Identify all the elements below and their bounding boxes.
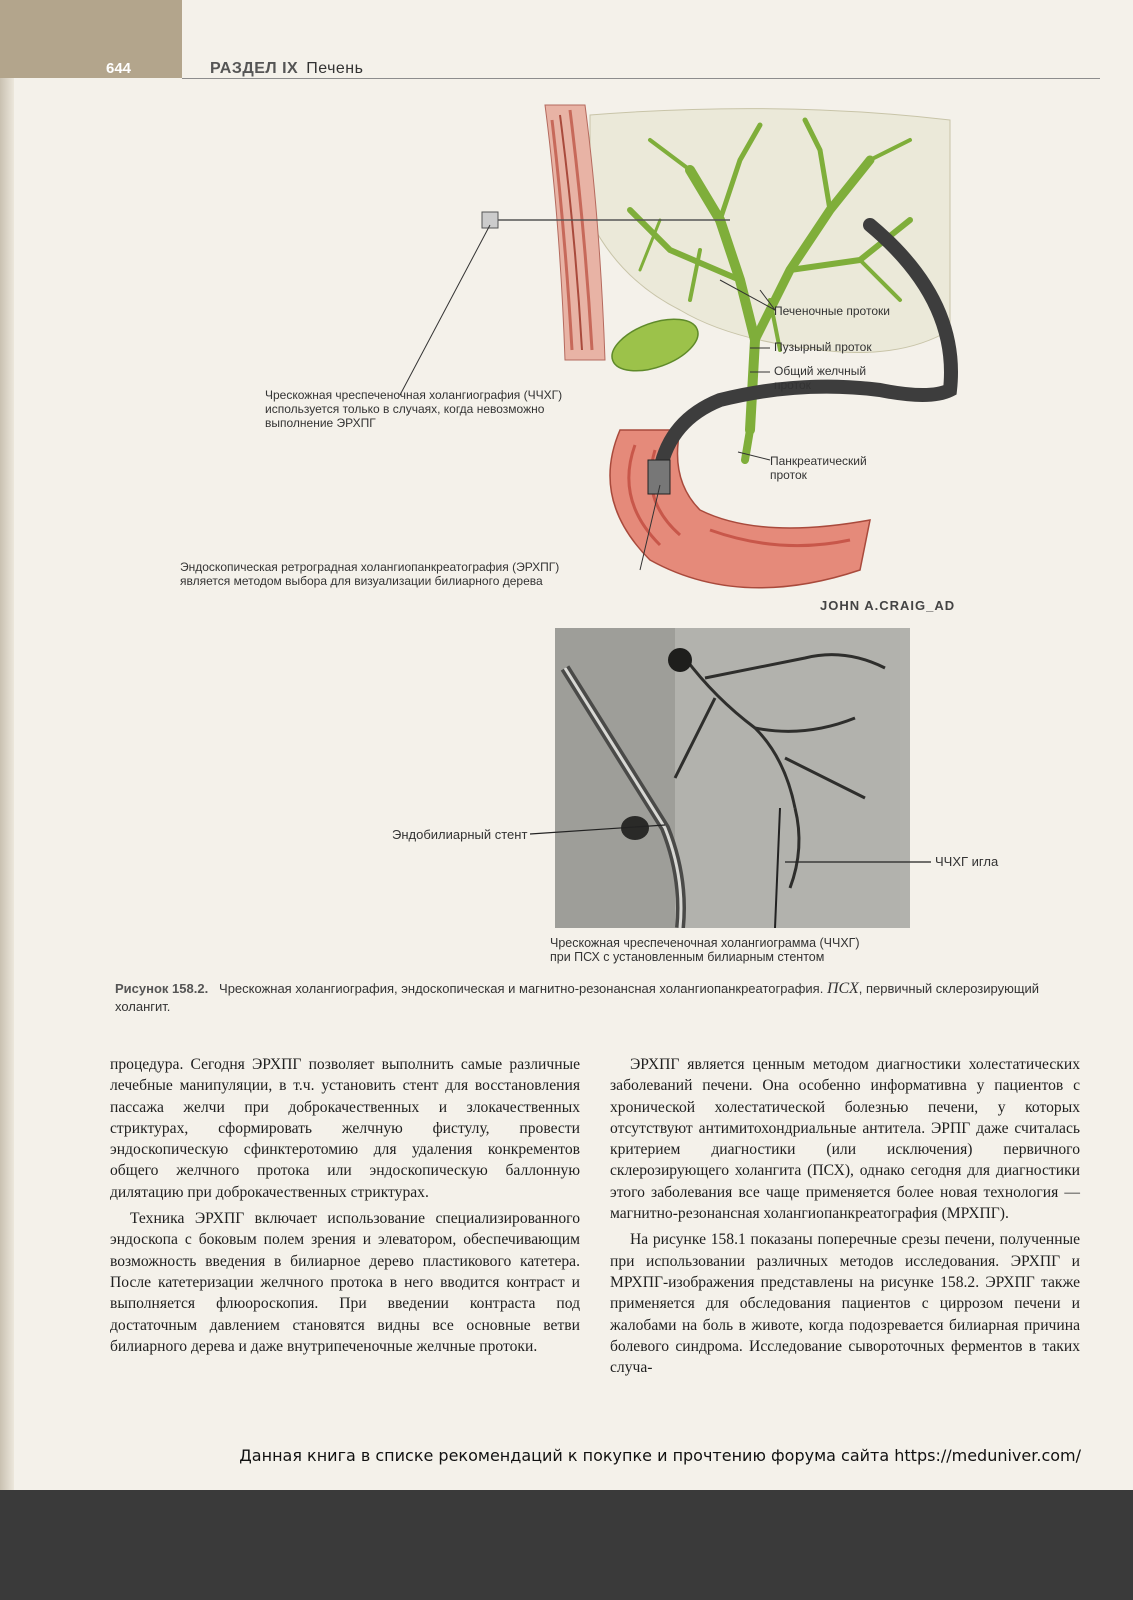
stent-leader-line [530,820,670,850]
section-title: Печень [306,60,364,77]
label-ptc-note [265,388,562,430]
label-pancreatic-duct-line2: проток [770,468,807,482]
header-rule [182,78,1100,79]
label-hepatic-ducts: Печеночные протоки [774,304,890,318]
cholangiogram-image [555,628,910,928]
label-common-bile-duct-line1: Общий желчный [774,364,867,378]
page-number: 644 [106,60,132,77]
paragraph: Техника ЭРХПГ включает использование специализированного эндоскопа с боковым полем зрения и элеватором, обеспечивающим возможность введения в билиарное дерево пластикового катетера. После катетеризации желчного протока в него вводится контраст и выполняется флюороскопия. При введении контраста под достаточным давлением становятся видны все основные ветви билиарного дерева и даже внутрипеченочные желчные протоки. [110,1210,580,1355]
scan-bottom-band [0,1490,1133,1600]
paragraph: ЭРХПГ является ценным методом диагностики холестатических заболеваний печени. Она особенно информативна у пациентов с хронической холестатической болезнью печени, у которых отсутствуют антимитохондриальные антитела. ЭРПГ даже считалась критерием диагностики (или исключения) первичного склерозирующего холангита (ПСХ), однако сегодня для диагностики этого заболевания все чаще применяется более новая технология — магнитно-резонансная холангиопанкреатография (МРХПГ). [610,1056,1080,1223]
paragraph: На рисунке 158.1 показаны поперечные срезы печени, полученные при использовании различных методов исследования. ЭРХПГ и МРХПГ-изображения представлены на рисунке 158.2. ЭРХПГ также применяется для обследования пациентов с циррозом печени и жалобами на боль в животе, когда подозревается билиарная причина болевого синдрома. Исследование сывороточных ферментов в таких случа- [610,1231,1080,1377]
biliary-anatomy-illustration [260,100,980,620]
ptc-note-line1: Чрескожная чреспеченочная холангиография (ЧЧХГ) [265,388,563,402]
paragraph: процедура. Сегодня ЭРХПГ позволяет выполнить самые различные лечебные манипуляции, в т.ч. установить стент для восстановления пассажа желчи при доброкачественных и злокачественных стриктурах, сформировать желчную фистулу, провести эндоскопическую сфинктеротомию для удаления конкрементов общего желчного протока или эндоскопическую баллонную дилятацию при доброкачественных стриктурах. [110,1056,580,1201]
section-number: РАЗДЕЛ IX [210,60,299,77]
footer-note: Данная книга в списке рекомендаций к покупке и прочтению форума сайта https://meduniver.com/ [239,1446,1081,1465]
page-edge [0,78,14,1588]
label-common-bile-duct [774,364,866,392]
xray-subcaption-line2: при ПСХ с установленным билиарным стентом [550,950,825,964]
needle-leader-line [785,855,933,869]
ptc-note-line3: выполнение ЭРХПГ [265,416,376,430]
label-pancreatic-duct [770,454,867,482]
xray-subcaption-line1: Чрескожная чреспеченочная холангиограмма (ЧЧХГ) [550,936,860,950]
label-pancreatic-duct-line1: Панкреатический [770,454,867,468]
label-ercp-note [180,560,559,588]
figure-caption [115,980,1090,1016]
xray-subcaption [550,936,860,964]
figure-caption-abbr-text: , первичный склерозирующий холангит. [115,981,1040,1014]
figure-caption-text: Чрескожная холангиография, эндоскопическая и магнитно-резонансная холангиопанкреатография. [219,981,824,996]
illustrator-signature: JOHN A.CRAIG_AD [820,598,956,613]
label-cystic-duct: Пузырный проток [774,340,872,354]
ercp-note-line2: является методом выбора для визуализации билиарного дерева [180,574,543,588]
body-column-left [110,1054,580,1357]
ercp-note-line1: Эндоскопическая ретроградная холангиопанкреатография (ЭРХПГ) [180,560,560,574]
ptc-note-line2: используется только в случаях, когда невозможно [265,402,545,416]
page-tab [0,0,182,78]
running-header [210,60,363,78]
label-endobiliary-stent: Эндобилиарный стент [392,827,528,842]
figure-caption-label: Рисунок 158.2. [115,981,209,996]
label-ptc-needle: ЧЧХГ игла [935,854,999,869]
figure-caption-abbr: ПСХ [826,980,859,997]
cholangiogram-drawing [555,628,910,928]
label-common-bile-duct-line2: проток [774,378,811,392]
body-column-right [610,1054,1080,1378]
